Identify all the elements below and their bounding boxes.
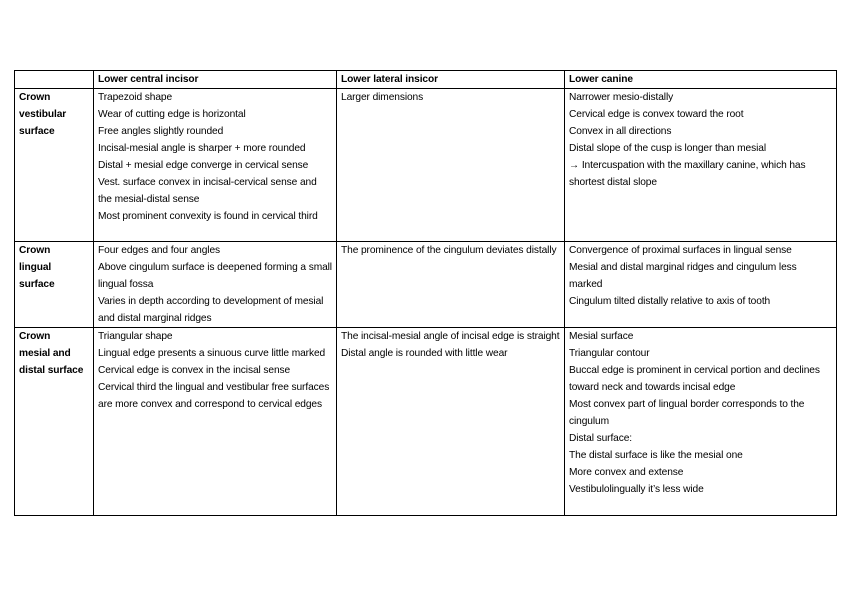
cell-lingual-canine (565, 242, 837, 328)
header-lower-canine: Lower canine (565, 71, 837, 89)
cell-text-line: The distal surface is like the mesial one (569, 450, 743, 461)
cell-text-line: Most prominent convexity is found in cervical third (98, 211, 318, 222)
cell-text-line: Distal surface: (569, 433, 633, 444)
cell-text-line: Triangular shape (98, 331, 173, 342)
cell-text-line: → Intercuspation with the maxillary canine, which has shortest distal slope (569, 160, 806, 188)
row-label-line: mesial and (19, 348, 71, 359)
cell-vestibular-canine (565, 89, 837, 242)
tooth-comparison-table (14, 70, 837, 516)
cell-lingual-central-incisor (94, 242, 337, 328)
row-label-line: surface (19, 126, 55, 137)
cell-text-line: Cervical edge is convex toward the root (569, 109, 744, 120)
cell-text-line: Above cingulum surface is deepened forming a small lingual fossa (98, 262, 332, 290)
cell-text-line: Cervical edge is convex in the incisal sense (98, 365, 291, 376)
row-label-line: vestibular (19, 109, 67, 120)
cell-text-line: Most convex part of lingual border corresponds to the cingulum (569, 399, 805, 427)
cell-text-line: Larger dimensions (341, 92, 424, 103)
cell-vestibular-central-incisor (94, 89, 337, 242)
cell-text-line: Mesial and distal marginal ridges and cingulum less marked (569, 262, 797, 290)
row-label-line: Crown (19, 245, 51, 256)
row-label-line: distal surface (19, 365, 84, 376)
header-lower-lateral-incisor: Lower lateral insicor (337, 71, 565, 89)
cell-text-line: Free angles slightly rounded (98, 126, 224, 137)
cell-text-line: Distal + mesial edge converge in cervical sense (98, 160, 309, 171)
cell-text-line: More convex and extense (569, 467, 684, 478)
row-label-line: Crown (19, 331, 51, 342)
cell-text-line: Convex in all directions (569, 126, 672, 137)
cell-mesial-distal-lateral-incisor (337, 328, 565, 516)
cell-text-line: Distal slope of the cusp is longer than mesial (569, 143, 766, 154)
cell-text-line: Buccal edge is prominent in cervical portion and declines toward neck and towards incisal edge (569, 365, 820, 393)
cell-mesial-distal-central-incisor (94, 328, 337, 516)
cell-text-line: Varies in depth according to development of mesial and distal marginal ridges (98, 296, 324, 324)
cell-text-line: Mesial surface (569, 331, 634, 342)
cell-text-line: Wear of cutting edge is horizontal (98, 109, 246, 120)
cell-text-line: Convergence of proximal surfaces in lingual sense (569, 245, 792, 256)
cell-text-line: The incisal-mesial angle of incisal edge is straight (341, 331, 560, 342)
row-label-line: lingual (19, 262, 52, 273)
cell-vestibular-lateral-incisor (337, 89, 565, 242)
row-label-vestibular (15, 89, 94, 242)
cell-text-line: Vestibulolingually it’s less wide (569, 484, 704, 495)
row-label-lingual (15, 242, 94, 328)
cell-lingual-lateral-incisor (337, 242, 565, 328)
cell-mesial-distal-canine (565, 328, 837, 516)
table-row-lingual (15, 242, 837, 328)
cell-text-line: The prominence of the cingulum deviates distally (341, 245, 557, 256)
cell-text-line: Incisal-mesial angle is sharper + more rounded (98, 143, 306, 154)
cell-text-line: Triangular contour (569, 348, 650, 359)
table-row-mesial-distal (15, 328, 837, 516)
cell-text-line: Cervical third the lingual and vestibular free surfaces are more convex and correspond to cervical edges (98, 382, 330, 410)
cell-text-line: Cingulum tilted distally relative to axis of tooth (569, 296, 771, 307)
row-label-line: Crown (19, 92, 51, 103)
header-empty-cell (15, 71, 94, 89)
row-label-line: surface (19, 279, 55, 290)
table-header-row (15, 71, 837, 89)
row-label-mesial-distal (15, 328, 94, 516)
cell-text-line: Distal angle is rounded with little wear (341, 348, 508, 359)
cell-text-line: Lingual edge presents a sinuous curve little marked (98, 348, 326, 359)
cell-text-line: Narrower mesio-distally (569, 92, 674, 103)
cell-text-line: Vest. surface convex in incisal-cervical sense and the mesial-distal sense (98, 177, 317, 205)
cell-text-line: Trapezoid shape (98, 92, 173, 103)
table-row-vestibular (15, 89, 837, 242)
cell-text-line: Four edges and four angles (98, 245, 220, 256)
header-lower-central-incisor: Lower central incisor (94, 71, 337, 89)
